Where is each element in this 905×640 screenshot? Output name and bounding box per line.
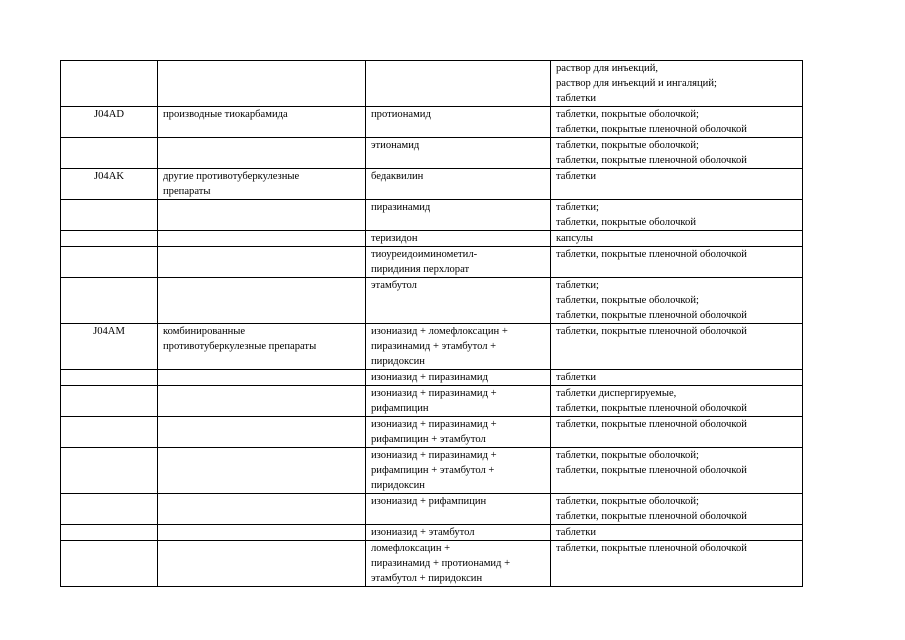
drug-name-cell xyxy=(366,494,551,525)
dosage-form-line: капсулы xyxy=(556,233,594,244)
dosage-form-cell xyxy=(551,386,803,417)
drug-name-cell xyxy=(366,231,551,247)
drug-name-cell xyxy=(366,138,551,169)
drug-classification-table xyxy=(60,60,803,587)
group-name-cell xyxy=(158,61,366,107)
atc-code-cell xyxy=(61,200,158,231)
group-name-cell xyxy=(158,494,366,525)
dosage-form-line: таблетки, покрытые оболочкой; xyxy=(556,496,699,507)
group-name-cell xyxy=(158,448,366,494)
table-row xyxy=(61,169,803,200)
dosage-form-cell xyxy=(551,448,803,494)
dosage-form-line: таблетки, покрытые пленочной оболочкой xyxy=(556,155,747,166)
atc-code-cell xyxy=(61,370,158,386)
drug-name-cell xyxy=(366,200,551,231)
atc-code-cell xyxy=(61,525,158,541)
dosage-form-cell xyxy=(551,541,803,587)
atc-code-cell xyxy=(61,138,158,169)
dosage-form-line: таблетки, покрытые оболочкой; xyxy=(556,295,699,306)
atc-code-cell xyxy=(61,448,158,494)
dosage-form-line: таблетки xyxy=(556,171,597,182)
table-row xyxy=(61,138,803,169)
dosage-form-cell xyxy=(551,247,803,278)
table-row xyxy=(61,231,803,247)
table-row xyxy=(61,278,803,324)
drug-name-line: тиоуреидоиминометил- xyxy=(371,249,478,260)
drug-name-cell xyxy=(366,61,551,107)
atc-code-cell xyxy=(61,278,158,324)
atc-code-cell xyxy=(61,61,158,107)
drug-name-cell xyxy=(366,107,551,138)
group-name-line: противотуберкулезные препараты xyxy=(163,341,317,352)
drug-name-line: рифампицин + этамбутол xyxy=(371,434,486,445)
drug-name-line: пиридоксин xyxy=(371,480,425,491)
table-row xyxy=(61,200,803,231)
group-name-line: производные тиокарбамида xyxy=(163,109,288,120)
atc-code-cell xyxy=(61,247,158,278)
dosage-form-cell xyxy=(551,200,803,231)
dosage-form-line: раствор для инъекций и ингаляций; xyxy=(556,78,717,89)
dosage-form-line: таблетки диспергируемые, xyxy=(556,388,677,399)
group-name-line: препараты xyxy=(163,186,211,197)
drug-name-cell xyxy=(366,324,551,370)
atc-code-cell xyxy=(61,231,158,247)
table-row xyxy=(61,525,803,541)
dosage-form-line: таблетки xyxy=(556,93,597,104)
drug-name-line: изониазид + пиразинамид + xyxy=(371,419,497,430)
table-row xyxy=(61,417,803,448)
dosage-form-line: таблетки xyxy=(556,372,597,383)
drug-name-line: изониазид + рифампицин xyxy=(371,496,487,507)
dosage-form-line: таблетки, покрытые пленочной оболочкой xyxy=(556,403,747,414)
drug-name-line: изониазид + пиразинамид + xyxy=(371,450,497,461)
dosage-form-cell xyxy=(551,494,803,525)
dosage-form-cell xyxy=(551,370,803,386)
dosage-form-cell xyxy=(551,169,803,200)
drug-name-cell xyxy=(366,278,551,324)
drug-name-line: изониазид + этамбутол xyxy=(371,527,475,538)
drug-name-cell xyxy=(366,370,551,386)
atc-code-cell xyxy=(61,417,158,448)
atc-code-cell: J04AD xyxy=(61,107,158,138)
drug-name-line: этамбутол xyxy=(371,280,417,291)
group-name-cell xyxy=(158,247,366,278)
drug-name-line: пиразинамид xyxy=(371,202,431,213)
table-row xyxy=(61,370,803,386)
dosage-form-line: таблетки; xyxy=(556,202,599,213)
table-row xyxy=(61,494,803,525)
dosage-form-line: раствор для инъекций, xyxy=(556,63,659,74)
table-row xyxy=(61,61,803,107)
group-name-cell xyxy=(158,324,366,370)
group-name-cell xyxy=(158,417,366,448)
atc-code-cell xyxy=(61,494,158,525)
dosage-form-cell xyxy=(551,107,803,138)
drug-name-cell xyxy=(366,417,551,448)
dosage-form-line: таблетки, покрытые оболочкой; xyxy=(556,450,699,461)
group-name-cell xyxy=(158,386,366,417)
dosage-form-line: таблетки, покрытые пленочной оболочкой xyxy=(556,124,747,135)
group-name-cell xyxy=(158,370,366,386)
table-row xyxy=(61,448,803,494)
dosage-form-line: таблетки, покрытые пленочной оболочкой xyxy=(556,326,747,337)
group-name-cell xyxy=(158,541,366,587)
drug-name-line: пиразинамид + этамбутол + xyxy=(371,341,497,352)
dosage-form-line: таблетки, покрытые оболочкой xyxy=(556,217,696,228)
atc-code-cell xyxy=(61,386,158,417)
dosage-form-line: таблетки, покрытые пленочной оболочкой xyxy=(556,310,747,321)
dosage-form-cell xyxy=(551,525,803,541)
drug-name-cell xyxy=(366,541,551,587)
table-row xyxy=(61,324,803,370)
drug-name-cell xyxy=(366,448,551,494)
drug-name-line: ломефлоксацин + xyxy=(371,543,451,554)
drug-name-cell xyxy=(366,169,551,200)
drug-name-line: бедаквилин xyxy=(371,171,424,182)
dosage-form-cell xyxy=(551,417,803,448)
table-row xyxy=(61,107,803,138)
dosage-form-cell xyxy=(551,231,803,247)
table-body xyxy=(61,61,803,587)
dosage-form-line: таблетки, покрытые оболочкой; xyxy=(556,140,699,151)
dosage-form-cell xyxy=(551,138,803,169)
drug-name-line: пиридоксин xyxy=(371,356,425,367)
dosage-form-cell xyxy=(551,324,803,370)
drug-name-line: рифампицин xyxy=(371,403,429,414)
group-name-cell xyxy=(158,200,366,231)
dosage-form-line: таблетки, покрытые пленочной оболочкой xyxy=(556,465,747,476)
dosage-form-line: таблетки, покрытые пленочной оболочкой xyxy=(556,511,747,522)
group-name-cell xyxy=(158,138,366,169)
drug-name-line: рифампицин + этамбутол + xyxy=(371,465,495,476)
group-name-cell xyxy=(158,107,366,138)
drug-name-line: пиридиния перхлорат xyxy=(371,264,470,275)
drug-name-line: пиразинамид + протионамид + xyxy=(371,558,511,569)
dosage-form-line: таблетки; xyxy=(556,280,599,291)
table-row xyxy=(61,541,803,587)
atc-code-cell: J04AK xyxy=(61,169,158,200)
drug-name-cell xyxy=(366,247,551,278)
dosage-form-line: таблетки, покрытые пленочной оболочкой xyxy=(556,543,747,554)
atc-code-cell xyxy=(61,541,158,587)
drug-name-line: изониазид + пиразинамид xyxy=(371,372,488,383)
dosage-form-cell xyxy=(551,278,803,324)
drug-name-cell xyxy=(366,525,551,541)
group-name-cell xyxy=(158,278,366,324)
drug-name-line: изониазид + ломефлоксацин + xyxy=(371,326,508,337)
group-name-cell xyxy=(158,169,366,200)
drug-name-line: этамбутол + пиридоксин xyxy=(371,573,483,584)
group-name-cell xyxy=(158,525,366,541)
dosage-form-line: таблетки, покрытые оболочкой; xyxy=(556,109,699,120)
dosage-form-cell xyxy=(551,61,803,107)
group-name-line: другие противотуберкулезные xyxy=(163,171,300,182)
dosage-form-line: таблетки, покрытые пленочной оболочкой xyxy=(556,249,747,260)
table-row xyxy=(61,247,803,278)
dosage-form-line: таблетки xyxy=(556,527,597,538)
table-row xyxy=(61,386,803,417)
drug-name-line: теризидон xyxy=(371,233,418,244)
group-name-cell xyxy=(158,231,366,247)
atc-code-cell: J04AM xyxy=(61,324,158,370)
dosage-form-line: таблетки, покрытые пленочной оболочкой xyxy=(556,419,747,430)
drug-name-cell xyxy=(366,386,551,417)
drug-name-line: протионамид xyxy=(371,109,431,120)
group-name-line: комбинированные xyxy=(163,326,246,337)
drug-name-line: этионамид xyxy=(371,140,420,151)
drug-name-line: изониазид + пиразинамид + xyxy=(371,388,497,399)
